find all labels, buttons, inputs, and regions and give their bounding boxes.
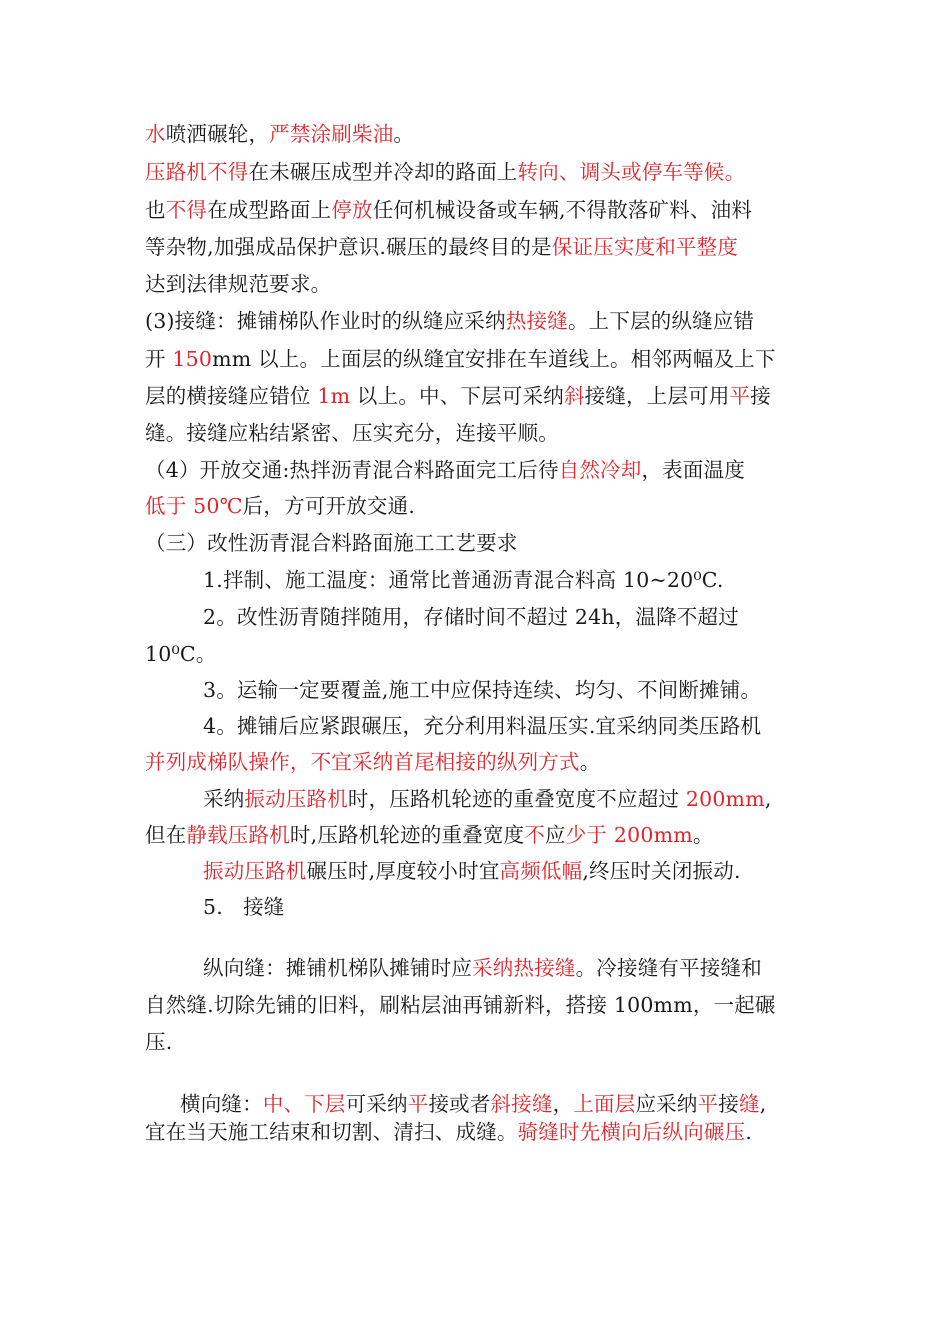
highlight-text: 低于 50℃ [145,494,243,518]
body-text: 喷洒碾轮， [165,122,270,146]
highlight-text: 保证压实度和平整度 [551,235,739,259]
body-text: ,终压时关闭振动. [582,859,741,883]
body-text: （三）改性沥青混合料路面施工工艺要求 [145,531,518,555]
highlight-text: 少于 200mm [565,823,693,847]
text-line [180,1090,766,1118]
text-line [145,120,414,148]
text-line [203,954,762,982]
body-text: ， [552,1092,574,1116]
highlight-text: 高频低幅 [499,859,583,883]
highlight-text: 150 [172,347,213,371]
text-line [145,270,331,298]
highlight-text: 斜 [563,384,585,408]
highlight-text: 上面层 [573,1092,636,1116]
text-line [203,676,761,704]
body-text: 10⁰C。 [145,642,217,666]
text-line [145,991,776,1019]
body-text: 层的横接缝应错位 [145,384,318,408]
body-text: 任何机械设备或车辆,不得散落矿料、油料 [372,198,753,222]
highlight-text: 斜接缝 [490,1092,553,1116]
highlight-text: 热接缝 [505,309,568,333]
body-text: 2。改性沥青随拌随用，存储时间不超过 24h，温降不超过 [203,605,739,629]
body-text: 。 [393,122,415,146]
body-text: 时，压路机轮迹的重叠宽度不应超过 [347,787,686,811]
text-line [145,748,600,776]
body-text: , [764,787,772,811]
body-text: 应 [545,823,566,847]
body-text: 时,压路机轮迹的重叠宽度 [289,823,525,847]
highlight-text: 平 [697,1092,719,1116]
body-text: 接或者 [428,1092,491,1116]
highlight-text: 静载压路机 [186,823,290,847]
body-text: 应采纳 [635,1092,698,1116]
body-text: 接缝，上层可用 [584,384,730,408]
body-text: 但在 [145,823,187,847]
body-text: 以上。中、下层可采纳 [350,384,564,408]
body-text: 5. 接缝 [203,895,285,919]
body-text: （4）开放交通:热拌沥青混合料路面完工后待 [145,458,559,482]
body-text: mm 以上。上面层的纵缝宜安排在车道线上。相邻两幅及上下 [212,347,776,371]
text-line [203,712,761,740]
text-line [203,857,741,885]
body-text: 。 [692,823,714,847]
highlight-text: 转向、调头或停车等候。 [517,160,746,184]
body-text: 1.拌制、施工温度：通常比普通沥青混合料高 10~20⁰C. [203,568,724,592]
highlight-text: 自然冷却 [558,458,642,482]
body-text: . [745,1120,753,1144]
text-line [203,785,772,813]
text-line [145,345,776,373]
body-text: 接 [750,384,771,408]
highlight-text: 200mm [685,787,765,811]
text-line [145,640,217,668]
text-line [145,307,754,335]
body-text: 。 [579,750,601,774]
highlight-text: 水 [145,122,166,146]
text-line [145,233,738,261]
body-text: 在成型路面上 [207,198,332,222]
body-text: 。上下层的纵缝应错 [567,309,755,333]
highlight-text: 平 [729,384,751,408]
highlight-text: 不 [524,823,546,847]
body-text: 可采纳 [345,1092,408,1116]
body-text: 。冷接缝有平接缝和 [575,956,762,980]
text-line [145,419,559,447]
highlight-text: 不得 [165,198,208,222]
text-line [203,893,285,921]
text-line [145,196,752,224]
text-line [145,158,745,186]
highlight-text: 缝 [738,1092,760,1116]
text-line [145,1118,752,1146]
text-line [145,456,745,484]
text-line [203,566,724,594]
highlight-text: 停放 [331,198,373,222]
text-line [203,603,739,631]
section-heading [145,529,518,557]
body-text: , [759,1092,767,1116]
body-text: 也 [145,198,166,222]
highlight-text: 采纳热接缝 [472,956,576,980]
body-text: 纵向缝：摊铺机梯队摊铺时应 [203,956,473,980]
text-line [145,821,714,849]
body-text: (3)接缝：摊铺梯队作业时的纵缝应采纳 [145,309,506,333]
body-text: 采纳 [203,787,245,811]
highlight-text: 平 [407,1092,429,1116]
body-text: 宜在当天施工结束和切割、清扫、成缝。 [145,1120,518,1144]
body-text: 开 [145,347,173,371]
highlight-text: 并列成梯队操作，不宜采纳首尾相接的纵列方式 [145,750,580,774]
body-text: 4。摊铺后应紧跟碾压，充分利用料温压实.宜采纳同类压路机 [203,714,762,738]
highlight-text: 压路机不得 [145,160,249,184]
highlight-text: 振动压路机 [203,859,307,883]
body-text: 压. [145,1030,173,1054]
body-text: 等杂物,加强成品保护意识.碾压的最终目的是 [145,235,552,259]
body-text: ，表面温度 [641,458,745,482]
highlight-text: 振动压路机 [244,787,348,811]
body-text: 缝。接缝应粘结紧密、压实充分，连接平顺。 [145,421,559,445]
body-text: 自然缝.切除先铺的旧料，刷粘层油再铺新料，搭接 100mm，一起碾 [145,993,776,1017]
body-text: 接 [718,1092,739,1116]
text-line [145,492,415,520]
text-line [145,382,771,410]
highlight-text: 严禁涂刷柴油 [269,122,394,146]
highlight-text: 骑缝时先横向后纵向碾压 [517,1120,746,1144]
text-line [145,1028,172,1056]
body-text: 3。运输一定要覆盖,施工中应保持连续、均匀、不间断摊铺。 [203,678,762,702]
body-text: 后，方可开放交通. [242,494,416,518]
body-text: 碾压时,厚度较小时宜 [306,859,500,883]
body-text: 达到法律规范要求。 [145,272,332,296]
highlight-text: 中、下层 [262,1092,346,1116]
body-text: 横向缝： [180,1092,263,1116]
highlight-text: 1m [317,384,351,408]
body-text: 在未碾压成型并冷却的路面上 [248,160,518,184]
